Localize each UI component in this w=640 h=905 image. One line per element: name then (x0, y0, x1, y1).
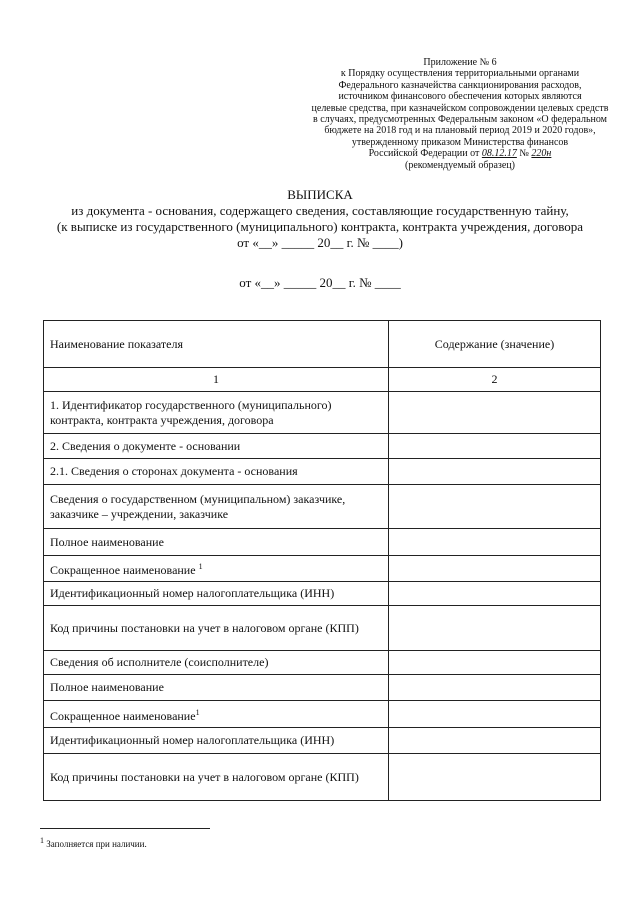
col1-header: Наименование показателя (44, 321, 389, 368)
footnote-mark: 1 (40, 836, 44, 845)
row-value[interactable] (389, 485, 601, 529)
table-row (44, 582, 601, 606)
header-line: в случаях, предусмотренных Федеральным законом «О федеральном (313, 114, 607, 126)
header-line: целевые средства, при казначейском сопровождении целевых средств (311, 102, 609, 114)
row-label-cell (44, 556, 389, 582)
table-row (44, 556, 601, 582)
row-label: Код причины постановки на учет в налоговом органе (КПП) (44, 606, 389, 651)
row-value[interactable] (389, 529, 601, 556)
table-row (44, 675, 601, 701)
row-label: Сокращенное наименование (50, 708, 196, 723)
row-label: Код причины постановки на учет в налоговом органе (КПП) (44, 754, 389, 801)
row-label: Полное наименование (44, 529, 389, 556)
row-value[interactable] (389, 392, 601, 434)
data-table (43, 320, 601, 801)
header-line: Приложение № 6 (423, 57, 497, 68)
header-line: Федерального казначейства санкционирования расходов, (338, 79, 582, 91)
row-value[interactable] (389, 675, 601, 701)
header-line: утвержденному приказом Министерства финансов (351, 136, 569, 148)
table-row (44, 392, 601, 434)
table-row (44, 754, 601, 801)
number-sign: № (519, 148, 529, 160)
rf-text: Российской Федерации от (368, 148, 480, 160)
header-line: бюджете на 2018 год и на плановый период 2019 и 2020 годов», (324, 125, 596, 137)
row-label: Сведения о государственном (муниципальном) заказчике, заказчике – учреждении, заказчике (44, 485, 389, 529)
title-line: (к выписке из государственного (муниципального) контракта, контракта учреждения, договора (56, 219, 584, 234)
footnote-text: Заполняется при наличии. (46, 839, 147, 849)
col1-number: 1 (44, 368, 389, 392)
footnote-divider (40, 828, 210, 829)
table-row (44, 459, 601, 485)
footnote-ref: 1 (195, 707, 200, 717)
row-label: 1. Идентификатор государственного (муниципального) контракта, контракта учреждения, договора (44, 392, 389, 434)
row-label: 2.1. Сведения о сторонах документа - основания (44, 459, 389, 485)
header-line: к Порядку осуществления территориальными органами (340, 68, 580, 80)
row-value[interactable] (389, 606, 601, 651)
row-value[interactable] (389, 434, 601, 459)
row-value[interactable] (389, 728, 601, 754)
table-row (44, 606, 601, 651)
date-line: от «__» _____ 20__ г. № ____ (239, 275, 401, 290)
row-label: 2. Сведения о документе - основании (44, 434, 389, 459)
col2-number: 2 (389, 368, 601, 392)
document-title (0, 187, 640, 251)
table-header-row (44, 321, 601, 368)
column-number-row (44, 368, 601, 392)
row-value[interactable] (389, 701, 601, 728)
row-value[interactable] (389, 582, 601, 606)
footnote (40, 836, 147, 849)
table-row (44, 651, 601, 675)
row-label: Полное наименование (44, 675, 389, 701)
row-label: Идентификационный номер налогоплательщика (ИНН) (44, 728, 389, 754)
order-number: 220н (531, 148, 552, 160)
appendix-header (300, 57, 620, 171)
row-label-cell (44, 701, 389, 728)
title-heading: ВЫПИСКА (287, 187, 353, 202)
recommended-note: (рекомендуемый образец) (405, 159, 515, 171)
col2-header: Содержание (значение) (389, 321, 601, 368)
title-line: из документа - основания, содержащего сведения, составляющие государственную тайну, (71, 203, 569, 218)
row-value[interactable] (389, 459, 601, 485)
row-value[interactable] (389, 754, 601, 801)
footnote-ref: 1 (198, 562, 203, 571)
row-label: Сведения об исполнителе (соисполнителе) (44, 651, 389, 675)
row-value[interactable] (389, 556, 601, 582)
row-value[interactable] (389, 651, 601, 675)
order-date: 08.12.17 (481, 148, 517, 160)
table-row (44, 529, 601, 556)
table-row (44, 485, 601, 529)
row-label: Идентификационный номер налогоплательщика (ИНН) (44, 582, 389, 606)
table-row (44, 434, 601, 459)
table-row (44, 701, 601, 728)
table-row (44, 728, 601, 754)
header-line: источником финансового обеспечения которых являются (338, 91, 582, 103)
header-order-line (300, 148, 620, 159)
title-line: от «__» _____ 20__ г. № ____) (237, 235, 403, 250)
row-label: Сокращенное наименование (50, 563, 196, 577)
